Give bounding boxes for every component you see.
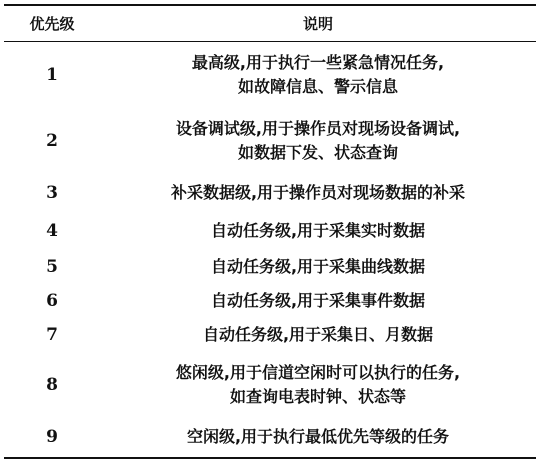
priority-cell: 8 (46, 374, 58, 395)
priority-table-container (4, 4, 536, 459)
priority-cell: 9 (4, 418, 100, 458)
description-line: 最高级,用于执行一些紧急情况任务, (191, 52, 445, 72)
table-body (4, 42, 536, 458)
priority-cell: 5 (46, 256, 58, 277)
description-cell (100, 42, 536, 108)
description-line: 自动任务级,用于采集曲线数据 (210, 256, 426, 276)
priority-cell: 6 (46, 290, 58, 311)
description-line: 补采数据级,用于操作员对现场数据的补采 (170, 182, 466, 202)
priority-cell: 4 (46, 220, 58, 241)
description-cell (100, 174, 536, 212)
description-line: 悠闲级,用于信道空闲时可以执行的任务, (175, 362, 461, 382)
table-row (4, 212, 536, 250)
description-cell (100, 352, 536, 418)
description-line: 自动任务级,用于采集事件数据 (210, 290, 426, 310)
description-line: 如查询电表时钟、状态等 (229, 386, 406, 406)
table-header (4, 5, 536, 42)
priority-cell: 7 (46, 324, 58, 345)
description-cell (100, 108, 536, 174)
table-row (4, 284, 536, 318)
priority-cell: 3 (46, 182, 58, 203)
description-cell (100, 250, 536, 284)
header-description: 说明 (100, 5, 536, 42)
table-row (4, 250, 536, 284)
description-line: 自动任务级,用于采集实时数据 (210, 220, 426, 240)
description-cell (100, 318, 536, 352)
table-row (4, 418, 536, 458)
priority-cell: 1 (46, 64, 58, 85)
description-line: 空闲级,用于执行最低优先等级的任务 (186, 427, 450, 446)
description-cell (100, 284, 536, 318)
table-row (4, 174, 536, 212)
description-line: 如数据下发、状态查询 (237, 142, 398, 162)
description-cell (100, 212, 536, 250)
description-line: 自动任务级,用于采集日、月数据 (202, 324, 434, 344)
table-row (4, 352, 536, 418)
description-cell (100, 418, 536, 458)
table-row (4, 42, 536, 108)
description-line: 设备调试级,用于操作员对现场设备调试, (175, 118, 461, 138)
table-row (4, 108, 536, 174)
header-priority: 优先级 (4, 5, 100, 42)
table-row (4, 318, 536, 352)
priority-cell: 2 (46, 130, 58, 151)
description-line: 如故障信息、警示信息 (237, 76, 398, 96)
priority-table (4, 4, 536, 459)
header-row (4, 5, 536, 42)
